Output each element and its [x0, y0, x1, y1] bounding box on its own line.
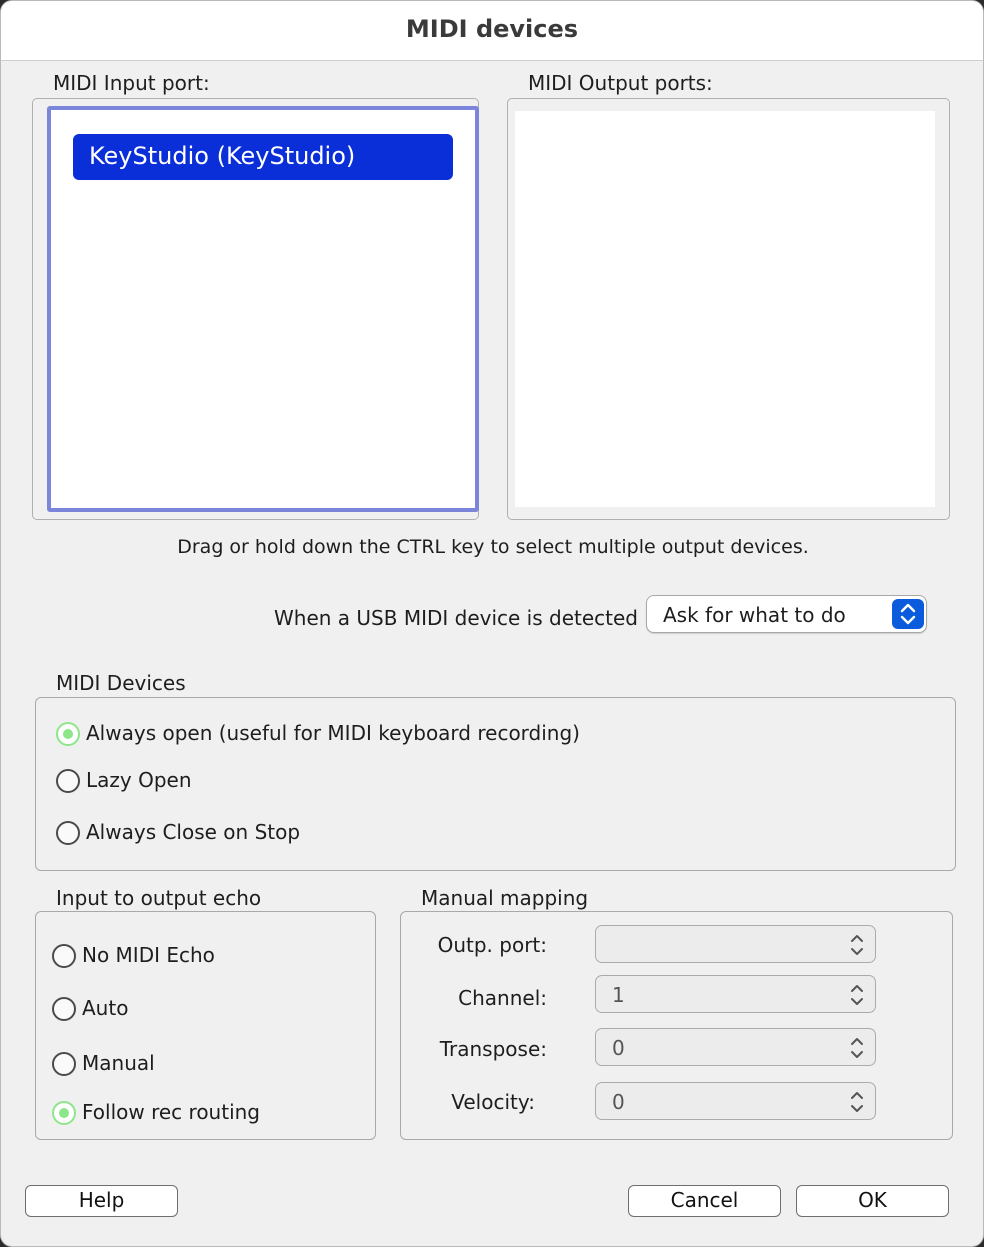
- multi-select-hint: Drag or hold down the CTRL key to select multiple output devices.: [177, 536, 809, 558]
- output-ports-label: MIDI Output ports:: [528, 71, 713, 95]
- outp-port-label: Outp. port:: [437, 933, 547, 957]
- updown-chevron-icon: [849, 982, 865, 1008]
- radio-indicator: [56, 769, 80, 793]
- velocity-label: Velocity:: [451, 1090, 535, 1114]
- velocity-spinner[interactable]: [595, 1082, 876, 1120]
- radio-label: Auto: [82, 996, 129, 1020]
- radio-indicator: [56, 821, 80, 845]
- radio-label: No MIDI Echo: [82, 943, 215, 967]
- radio-indicator: [52, 1052, 76, 1076]
- cancel-button[interactable]: Cancel: [628, 1185, 781, 1217]
- radio-label: Always Close on Stop: [86, 820, 301, 844]
- velocity-value: 0: [612, 1090, 625, 1114]
- radio-indicator: [52, 997, 76, 1021]
- radio-indicator: [52, 944, 76, 968]
- transpose-value: 0: [612, 1036, 625, 1060]
- radio-checked-indicator: [52, 1101, 76, 1125]
- input-port-list-frame: [32, 98, 479, 520]
- radio-label: Lazy Open: [86, 768, 192, 792]
- usb-detect-select[interactable]: [646, 595, 927, 633]
- transpose-spinner[interactable]: [595, 1028, 876, 1066]
- help-button[interactable]: Help: [25, 1185, 178, 1217]
- ok-button[interactable]: OK: [796, 1185, 949, 1217]
- updown-chevron-icon: [849, 1089, 865, 1115]
- updown-chevron-icon: [849, 1035, 865, 1061]
- output-ports-list[interactable]: [515, 111, 935, 507]
- updown-chevron-icon: [849, 932, 865, 958]
- mapping-title: Manual mapping: [421, 886, 589, 910]
- radio-label: Always open (useful for MIDI keyboard recording): [86, 721, 580, 745]
- echo-title: Input to output echo: [56, 886, 262, 910]
- channel-value: 1: [612, 983, 625, 1007]
- radio-checked-indicator: [56, 722, 80, 746]
- radio-label: Manual: [82, 1051, 155, 1075]
- channel-label: Channel:: [458, 986, 547, 1010]
- midi-devices-title: MIDI Devices: [56, 671, 186, 695]
- radio-label: Follow rec routing: [82, 1100, 260, 1124]
- usb-detect-value: Ask for what to do: [663, 603, 846, 627]
- transpose-label: Transpose:: [439, 1037, 547, 1061]
- input-port-list[interactable]: [47, 106, 479, 512]
- outp-port-spinner[interactable]: [595, 925, 876, 963]
- title-bar: [1, 1, 983, 61]
- output-ports-list-frame: [507, 98, 950, 520]
- channel-spinner[interactable]: [595, 975, 876, 1013]
- usb-detect-label: When a USB MIDI device is detected: [274, 606, 638, 630]
- window-title: MIDI devices: [405, 15, 579, 43]
- input-port-item-keystudio[interactable]: KeyStudio (KeyStudio): [73, 134, 453, 180]
- updown-chevron-icon: [892, 599, 924, 629]
- input-port-label: MIDI Input port:: [53, 71, 210, 95]
